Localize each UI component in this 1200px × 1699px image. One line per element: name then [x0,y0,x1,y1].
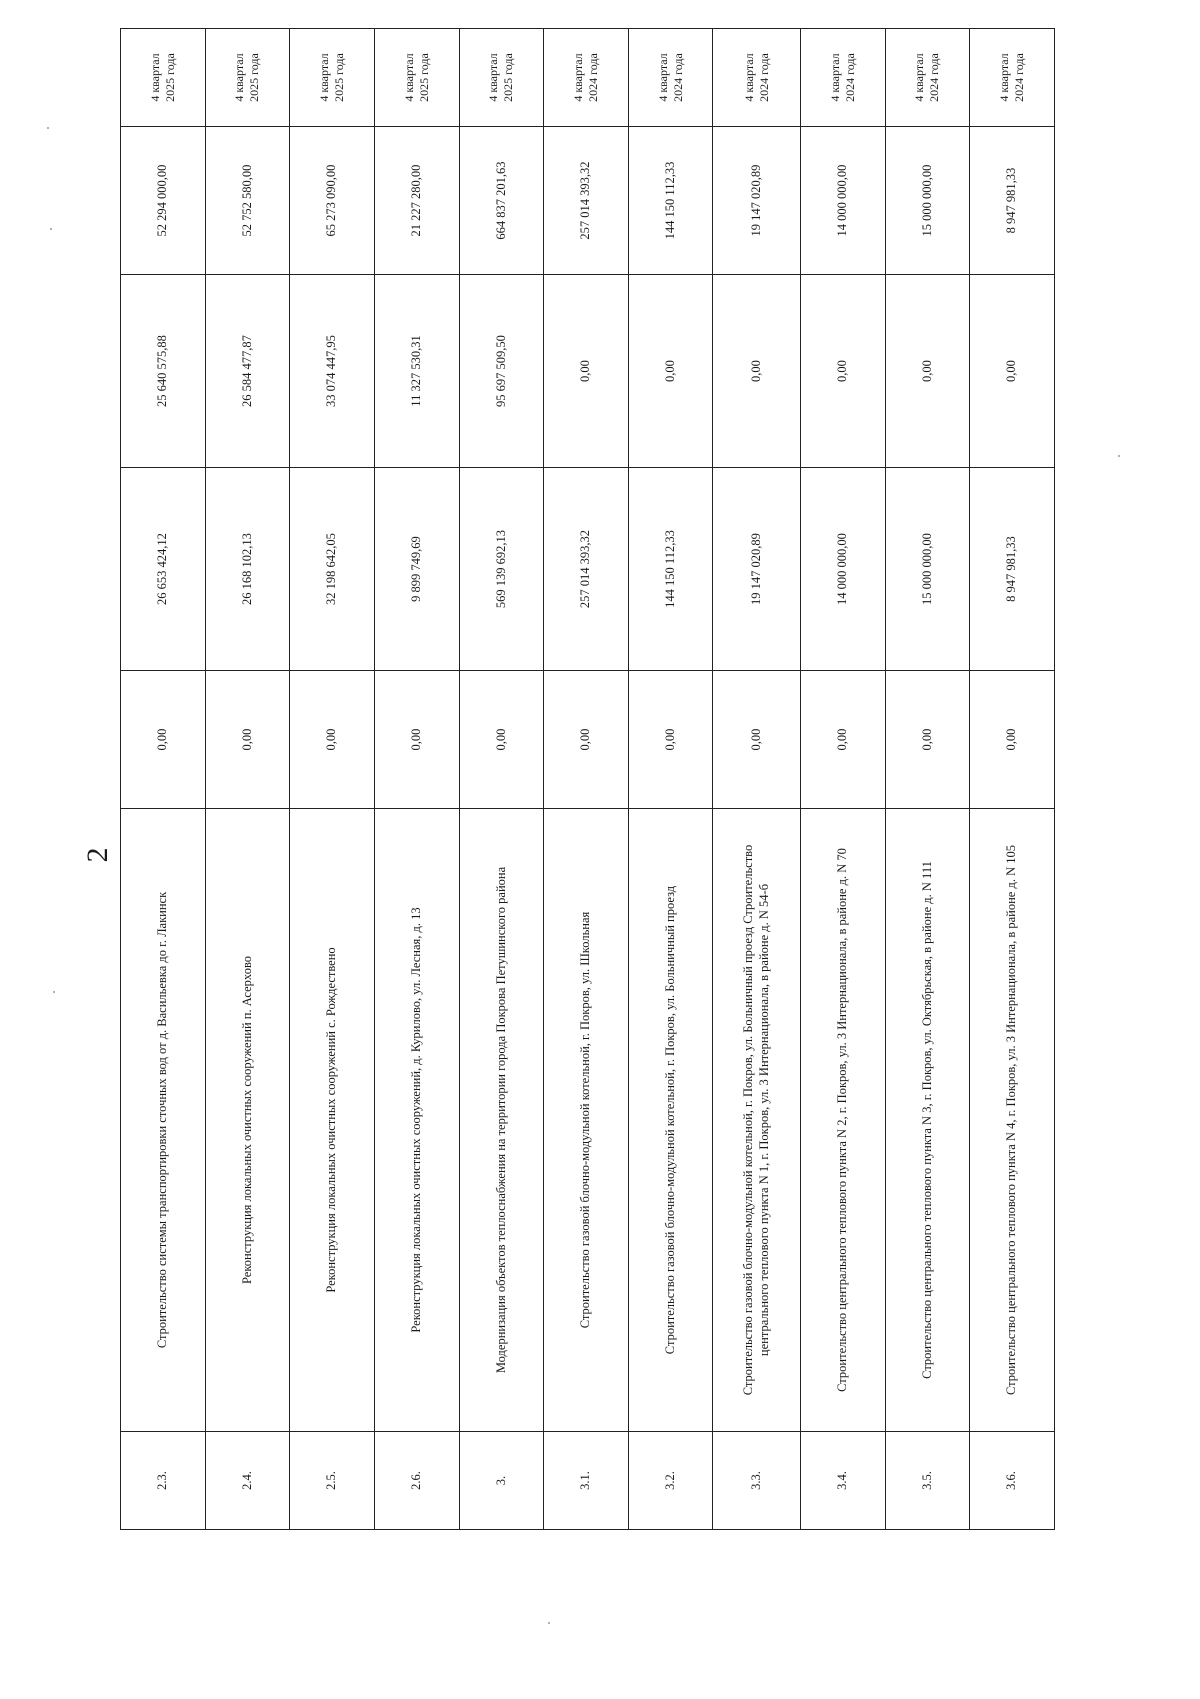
amount-col-1: 0,00 [544,671,629,809]
scan-speck [1118,455,1120,457]
table-body [121,29,1055,1530]
term-quarter: 4 квартал [147,53,162,102]
row-number: 2.6. [374,1432,459,1530]
completion-term [544,29,629,127]
term-year: 2025 года [416,53,431,102]
amount-col-3: 33 074 447,95 [290,275,375,468]
amount-col-2: 14 000 000,00 [801,468,886,671]
project-name: Реконструкция локальных очистных сооружений п. Асерхово [205,809,290,1432]
amount-col-3: 95 697 509,50 [459,275,544,468]
amount-col-2: 257 014 393,32 [544,468,629,671]
table-row [374,29,459,1530]
table-row [459,29,544,1530]
project-name: Строительство центрального теплового пункта N 3, г. Покров, ул. Октябрьская, в районе д. N 111 [885,809,970,1432]
amount-col-3: 0,00 [628,275,713,468]
amount-col-1: 0,00 [290,671,375,809]
term-year: 2025 года [247,53,262,102]
amount-col-3: 26 584 477,87 [205,275,290,468]
table-row [121,29,206,1530]
amount-total: 52 294 000,00 [121,127,206,275]
amount-total: 14 000 000,00 [801,127,886,275]
term-quarter: 4 квартал [827,53,842,102]
amount-total: 664 837 201,63 [459,127,544,275]
row-number: 3.1. [544,1432,629,1530]
completion-term [801,29,886,127]
term-year: 2024 года [1012,53,1027,102]
scan-speck [47,127,49,129]
term-quarter: 4 квартал [401,53,416,102]
amount-total: 21 227 280,00 [374,127,459,275]
term-year: 2024 года [927,53,942,102]
amount-total: 257 014 393,32 [544,127,629,275]
term-year: 2025 года [332,53,347,102]
term-year: 2024 года [585,53,600,102]
amount-total: 144 150 112,33 [628,127,713,275]
amount-total: 65 273 090,00 [290,127,375,275]
completion-term [205,29,290,127]
term-quarter: 4 квартал [317,53,332,102]
completion-term [628,29,713,127]
amount-total: 52 752 580,00 [205,127,290,275]
amount-col-3: 11 327 530,31 [374,275,459,468]
term-quarter: 4 квартал [232,53,247,102]
project-name: Строительство центрального теплового пункта N 2, г. Покров, ул. 3 Интернационала, в районе д. N 70 [801,809,886,1432]
project-name: Строительство системы транспортировки сточных вод от д. Васильевка до г. Лакинск [121,809,206,1432]
scan-speck [548,1622,550,1624]
table-row [544,29,629,1530]
completion-term [121,29,206,127]
term-quarter: 4 квартал [997,53,1012,102]
amount-col-2: 26 168 102,13 [205,468,290,671]
amount-col-2: 19 147 020,89 [713,468,801,671]
amount-col-2: 569 139 692,13 [459,468,544,671]
amount-total: 8 947 981,33 [970,127,1055,275]
row-number: 3.5. [885,1432,970,1530]
amount-col-3: 0,00 [885,275,970,468]
term-year: 2024 года [756,53,771,102]
table-wrapper [120,53,1055,1530]
row-number: 3.2. [628,1432,713,1530]
row-number: 3.6. [970,1432,1055,1530]
amount-col-1: 0,00 [801,671,886,809]
term-quarter: 4 квартал [570,53,585,102]
table-row [290,29,375,1530]
amount-total: 19 147 020,89 [713,127,801,275]
amount-col-1: 0,00 [459,671,544,809]
term-year: 2025 года [501,53,516,102]
project-name: Строительство газовой блочно-модульной котельной, г. Покров, ул. Больничный проезд [628,809,713,1432]
term-year: 2024 года [842,53,857,102]
amount-col-3: 0,00 [801,275,886,468]
financing-table [120,28,1055,1530]
completion-term [374,29,459,127]
amount-col-1: 0,00 [205,671,290,809]
row-number: 2.3. [121,1432,206,1530]
row-number: 2.5. [290,1432,375,1530]
project-name: Реконструкция локальных очистных сооружений, д. Курилово, ул. Лесная, д. 13 [374,809,459,1432]
table-row [205,29,290,1530]
table-row [801,29,886,1530]
term-quarter: 4 квартал [486,53,501,102]
row-number: 3. [459,1432,544,1530]
amount-col-2: 32 198 642,05 [290,468,375,671]
amount-col-2: 26 653 424,12 [121,468,206,671]
amount-col-2: 144 150 112,33 [628,468,713,671]
amount-col-1: 0,00 [713,671,801,809]
completion-term [290,29,375,127]
table-row [970,29,1055,1530]
term-quarter: 4 квартал [741,53,756,102]
amount-col-3: 25 640 575,88 [121,275,206,468]
completion-term [713,29,801,127]
project-name: Строительство газовой блочно-модульной котельной, г. Покров, ул. Больничный проезд Строительство центрального теплового пункта N 1, г. Покров, ул. 3 Интернационала, в районе д. N 54-б [713,809,801,1432]
term-quarter: 4 квартал [912,53,927,102]
amount-col-1: 0,00 [970,671,1055,809]
term-year: 2024 года [670,53,685,102]
amount-total: 15 000 000,00 [885,127,970,275]
project-name: Реконструкция локальных очистных сооружений с. Рождествено [290,809,375,1432]
project-name: Модернизация объектов теплоснабжения на территории города Покрова Петушинского района [459,809,544,1432]
amount-col-1: 0,00 [121,671,206,809]
term-quarter: 4 квартал [655,53,670,102]
row-number: 2.4. [205,1432,290,1530]
amount-col-2: 9 899 749,69 [374,468,459,671]
completion-term [885,29,970,127]
amount-col-2: 8 947 981,33 [970,468,1055,671]
scan-speck [53,991,55,993]
amount-col-3: 0,00 [970,275,1055,468]
project-name: Строительство газовой блочно-модульной котельной, г. Покров, ул. Школьная [544,809,629,1432]
amount-col-2: 15 000 000,00 [885,468,970,671]
table-row [885,29,970,1530]
amount-col-3: 0,00 [544,275,629,468]
table-row [713,29,801,1530]
term-year: 2025 года [162,53,177,102]
table-row [628,29,713,1530]
row-number: 3.3. [713,1432,801,1530]
amount-col-3: 0,00 [713,275,801,468]
amount-col-1: 0,00 [374,671,459,809]
project-name: Строительство центрального теплового пункта N 4, г. Покров, ул. 3 Интернационала, в районе д. N 105 [970,809,1055,1432]
completion-term [459,29,544,127]
amount-col-1: 0,00 [628,671,713,809]
completion-term [970,29,1055,127]
scan-speck [50,228,52,230]
amount-col-1: 0,00 [885,671,970,809]
page-number: 2 [81,847,114,863]
row-number: 3.4. [801,1432,886,1530]
